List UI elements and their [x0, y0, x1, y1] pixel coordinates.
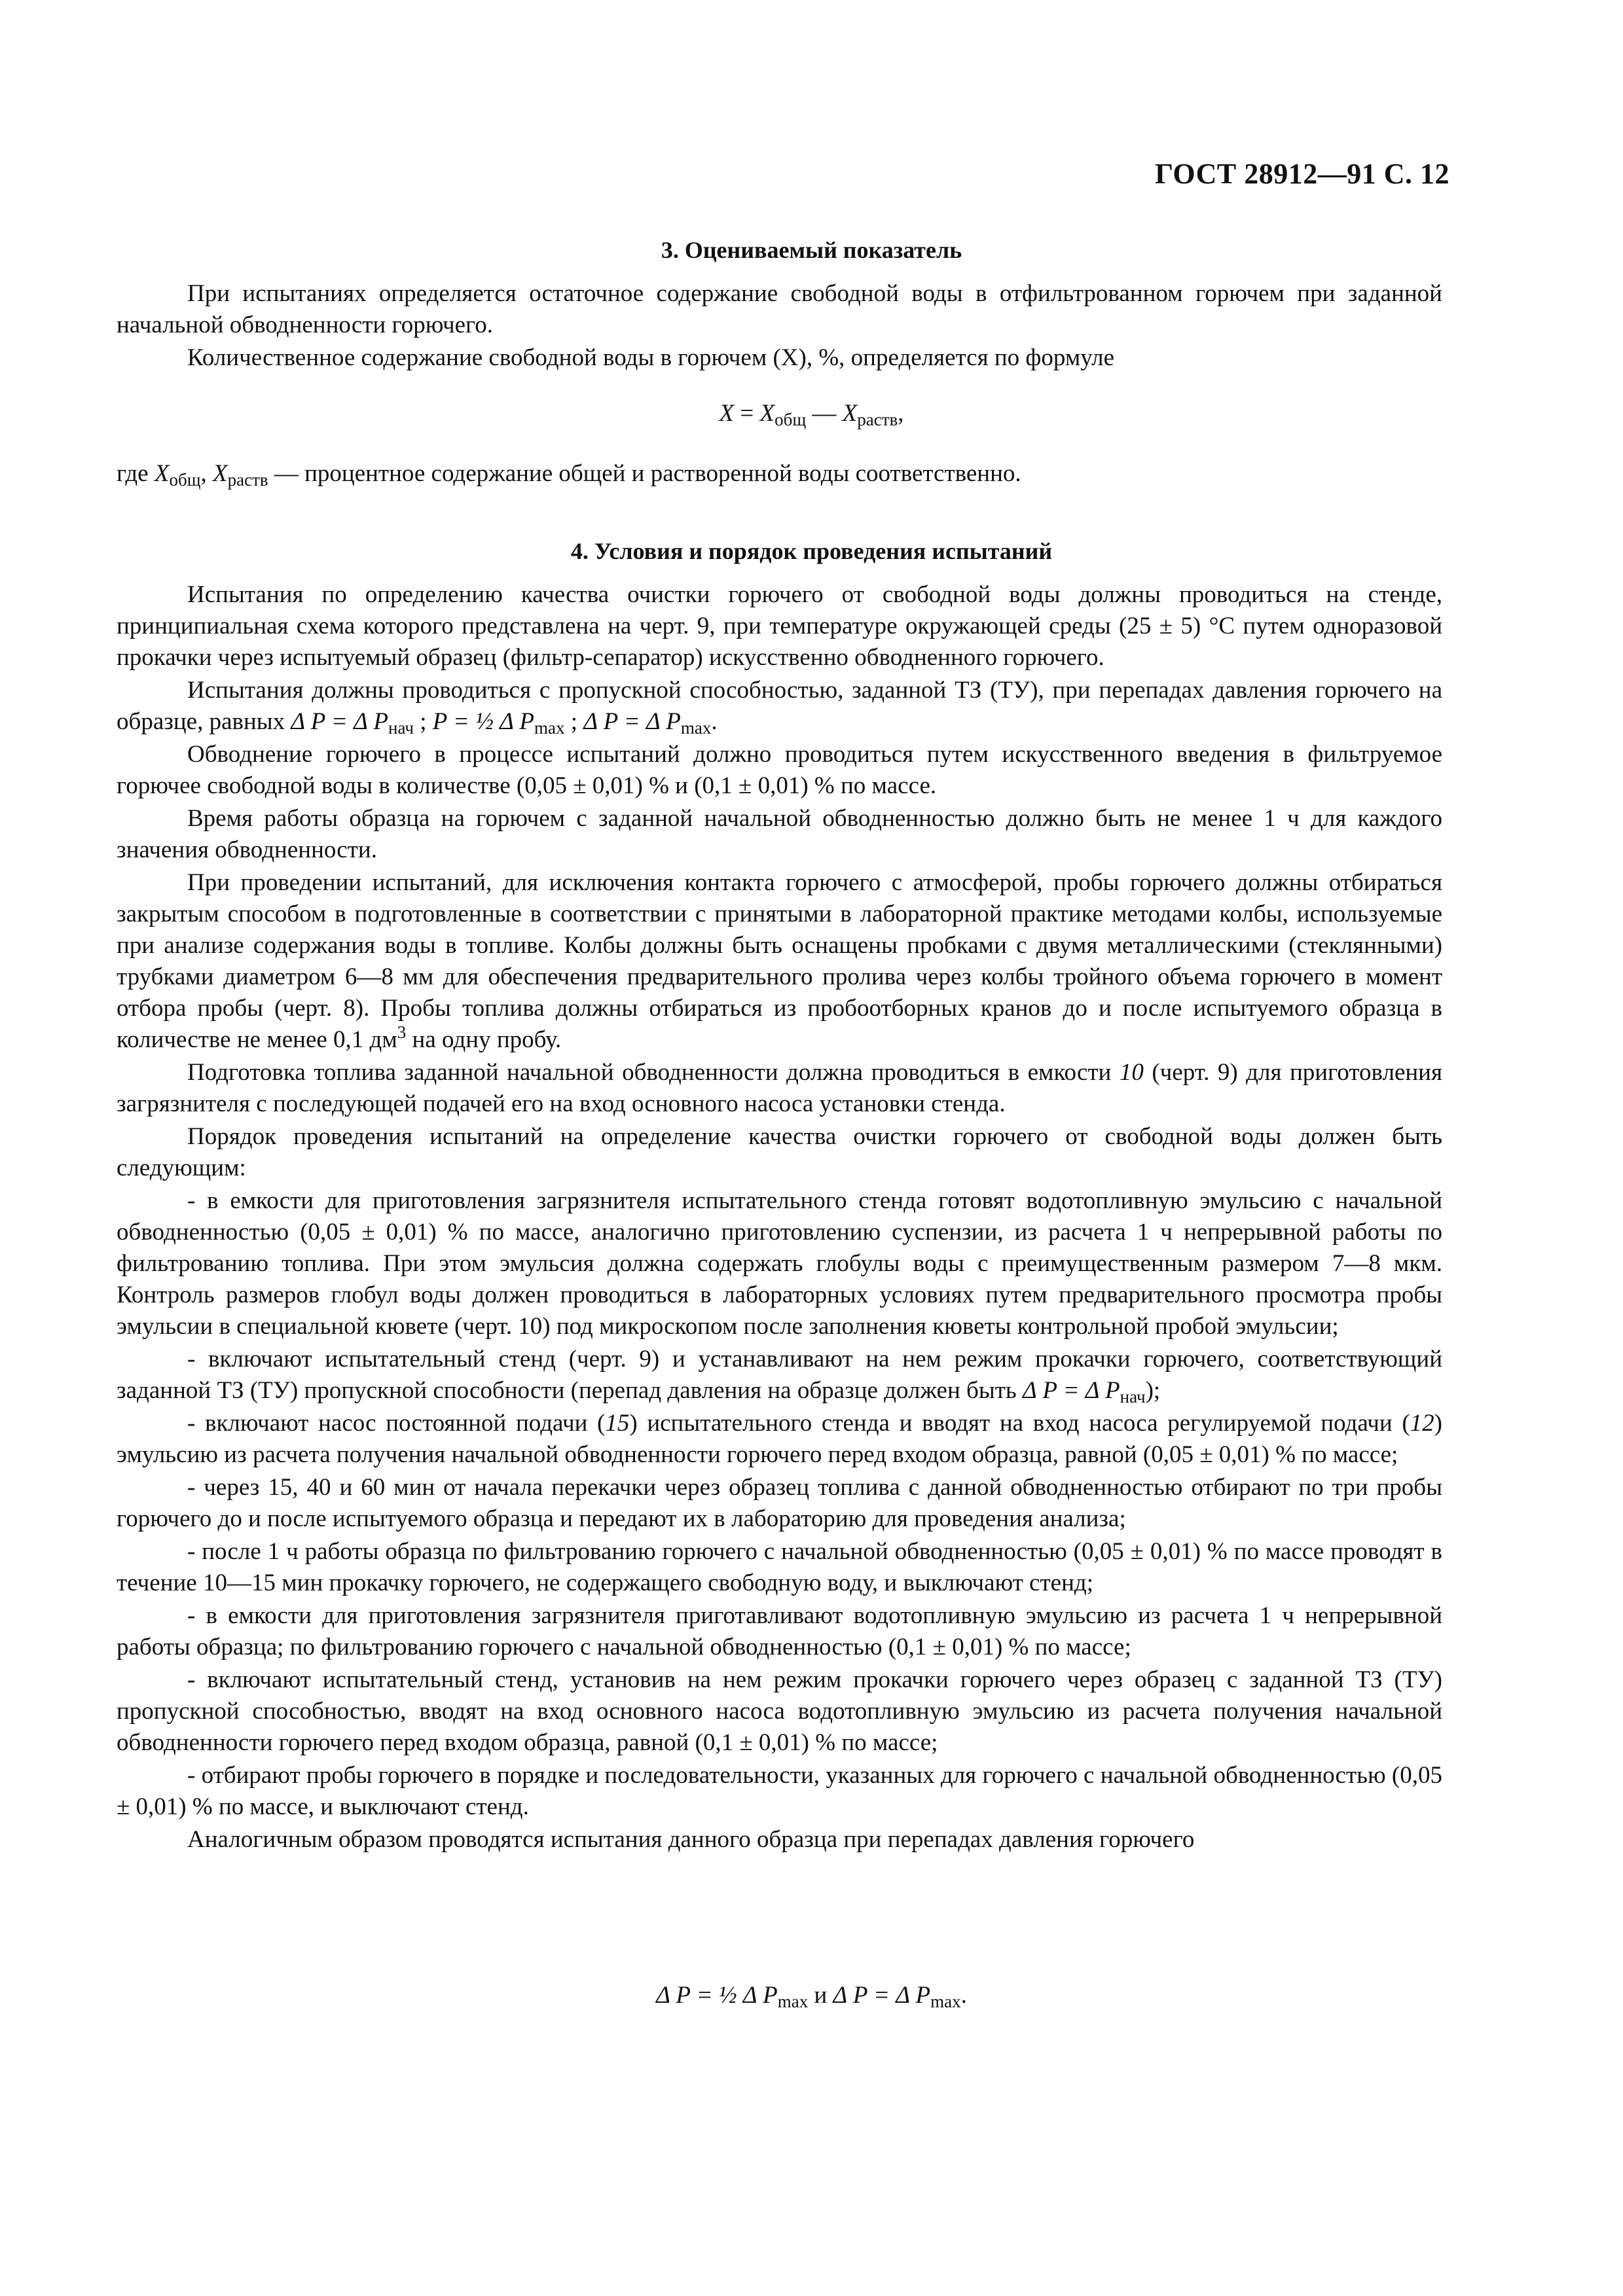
formula-sub: max — [777, 1992, 809, 2011]
paragraph — [117, 458, 1442, 490]
formula-sub: max — [680, 718, 712, 738]
text: — процентное содержание общей и растворенной воды соответственно. — [268, 460, 1021, 487]
text: , — [200, 460, 213, 487]
text: на одну пробу. — [406, 1026, 562, 1053]
paragraph — [117, 675, 1442, 738]
formula: P = ½ Δ P — [432, 708, 535, 735]
formula: Δ P = Δ P — [291, 708, 388, 735]
section-4-body — [117, 579, 1442, 1857]
text: ; — [564, 708, 584, 735]
paragraph-text: Количественное содержание свободной воды в горючем (X), %, определяется по формуле — [187, 344, 1115, 371]
text: и — [808, 1982, 833, 2009]
formula-x — [0, 398, 1623, 429]
formula-var: X — [719, 400, 735, 427]
text: ) эмульсию из расчета получения начальной обводненности горючего перед входом образца, равной (0,05 ± 0,01) % по массе; — [117, 1410, 1442, 1468]
formula-sub: нач — [388, 718, 414, 738]
text: где — [117, 460, 155, 487]
text: ; — [413, 708, 433, 735]
list-item: - отбирают пробы горючего в порядке и последовательности, указанных для горючего с начальной обводненностью (0,05 ± 0,01) % по массе, и выключают стенд. — [117, 1762, 1442, 1820]
list-item — [117, 1344, 1442, 1407]
list-item: - включают испытательный стенд, установив на нем режим прокачки горючего через образец с заданной ТЗ (ТУ) пропускной способностью, вводят на вход основного насоса водотопливную эмульсию из расчета получения начальной обводненности горючего перед входом образца, равной (0,1 ± 0,01) % по массе; — [117, 1666, 1442, 1756]
reference-number: 10 — [1119, 1059, 1144, 1086]
formula-sub: max — [930, 1992, 961, 2011]
text: . — [960, 1982, 967, 2009]
paragraph — [117, 342, 1442, 374]
formula: Δ P = Δ P — [583, 708, 681, 735]
text: - включают насос постоянной подачи ( — [187, 1410, 606, 1437]
paragraph: Испытания по определению качества очистки горючего от свободной воды должны проводиться на стенде, принципиальная схема которого представлена на черт. 9, при температуре окружающей среды (25 ± 5) °С путем одноразовой прокачки через испытуемый образец (фильтр-сепаратор) искусственно обводненного горючего. — [117, 581, 1442, 671]
formula-sub: раств — [227, 470, 268, 490]
text: При проведении испытаний, для исключения контакта горючего с атмосферой, пробы горючего должны отбираться закрытым способом в подготовленные в соответствии с принятыми в лабораторной практике методами колбы, используемые при анализе содержания воды в топливе. Колбы должны быть оснащены пробками с двумя металлическими (стеклянными) трубками диаметром 6—8 мм для обеспечения предварительного пролива через колбы тройного объема горючего в момент отбора пробы (черт. 8). Пробы топлива должны отбираться из пробоотборных кранов до и после испытуемого образца в количестве не менее 0,1 дм — [117, 869, 1442, 1053]
formula: Δ P = Δ P — [833, 1982, 931, 2009]
reference-number: 15 — [605, 1410, 630, 1437]
list-item — [117, 1408, 1442, 1471]
text: ) испытательного стенда и вводят на вход насоса регулируемой подачи ( — [629, 1410, 1410, 1437]
list-item: - в емкости для приготовления загрязнителя испытательного стенда готовят водотопливную эмульсию с начальной обводненностью (0,05 ± 0,01) % по массе, аналогично приготовлению суспензии, из расчета 1 ч непрерывной работы по фильтрованию топлива. При этом эмульсия должна содержать глобулы воды с преимущественным размером 7—8 мкм. Контроль размеров глобул воды должен проводиться в лабораторных условиях путем предварительного просмотра пробы эмульсии в специальной кювете (черт. 10) под микроскопом после заполнения кюветы контрольной пробой эмульсии; — [117, 1187, 1442, 1340]
formula-var: X — [212, 460, 228, 487]
formula-var: X — [154, 460, 170, 487]
list-item: - через 15, 40 и 60 мин от начала перекачки через образец топлива с данной обводненностью отбирают по три пробы горючего до и после испытуемого образца и передают их в лабораторию для проведения анализа; — [117, 1474, 1442, 1532]
formula-var: X — [759, 400, 775, 427]
formula: Δ P = Δ P — [1023, 1377, 1120, 1404]
text: Испытания должны проводиться с пропускной способностью, заданной ТЗ (ТУ), при перепадах давления горючего на образце, равных — [117, 677, 1442, 735]
text: . — [711, 708, 718, 735]
reference-number: 12 — [1410, 1410, 1434, 1437]
list-item: - в емкости для приготовления загрязнителя приготавливают водотопливную эмульсию из расчета 1 ч непрерывной работы образца; по фильтрованию горючего с начальной обводненностью (0,1 ± 0,01) % по массе; — [117, 1602, 1442, 1660]
formula: Δ P = ½ Δ P — [656, 1982, 778, 2009]
list-item: - после 1 ч работы образца по фильтрованию горючего с начальной обводненностью (0,05 ± 0,01) % по массе проводят в течение 10—15 мин прокачку горючего, не содержащего свободную воду, и выключают стенд; — [117, 1538, 1442, 1596]
formula-sub: общ — [169, 470, 201, 490]
section-3-body — [117, 278, 1442, 375]
formula-op: — — [806, 400, 843, 427]
formula-var: X — [842, 400, 858, 427]
paragraph — [117, 1057, 1442, 1120]
formula-op: = — [734, 400, 760, 427]
formula-sub: общ — [775, 410, 807, 429]
where-clause — [117, 458, 1442, 491]
text: ); — [1145, 1377, 1161, 1404]
text: (черт. 9) для приготовления загрязнителя с последующей подачей его на вход основного насоса установки стенда. — [117, 1059, 1442, 1117]
formula-sub: нач — [1120, 1387, 1146, 1407]
page-header: ГОСТ 28912—91 С. 12 — [1154, 158, 1450, 190]
text: Подготовка топлива заданной начальной обводненности должна проводиться в емкости — [187, 1059, 1120, 1086]
paragraph — [117, 867, 1442, 1056]
formula-pressure — [0, 1980, 1623, 2011]
formula-op: , — [898, 400, 904, 427]
section-3-title: 3. Оцениваемый показатель — [661, 237, 962, 263]
text: - включают испытательный стенд (черт. 9) и устанавливают на нем режим прокачки горючего, соответствующий заданной ТЗ (ТУ) пропускной способности (перепад давления на образце должен быть — [117, 1346, 1442, 1404]
paragraph: Порядок проведения испытаний на определение качества очистки горючего от свободной воды должен быть следующим: — [117, 1123, 1442, 1181]
superscript: 3 — [397, 1022, 407, 1042]
section-4-title: 4. Условия и порядок проведения испытаний — [570, 538, 1053, 564]
paragraph: Обводнение горючего в процессе испытаний должно проводиться путем искусственного введения в фильтруемое горючее свободной воды в количестве (0,05 ± 0,01) % и (0,1 ± 0,01) % по массе. — [117, 741, 1442, 799]
paragraph: Аналогичным образом проводятся испытания данного образца при перепадах давления горючего — [187, 1826, 1195, 1853]
formula-sub: раств — [857, 410, 898, 429]
paragraph: Время работы образца на горючем с заданной начальной обводненностью должно быть не менее 1 ч для каждого значения обводненности. — [117, 805, 1442, 863]
paragraph: При испытаниях определяется остаточное содержание свободной воды в отфильтрованном горючем при заданной начальной обводненности горючего. — [117, 280, 1442, 338]
formula-sub: max — [534, 718, 565, 738]
